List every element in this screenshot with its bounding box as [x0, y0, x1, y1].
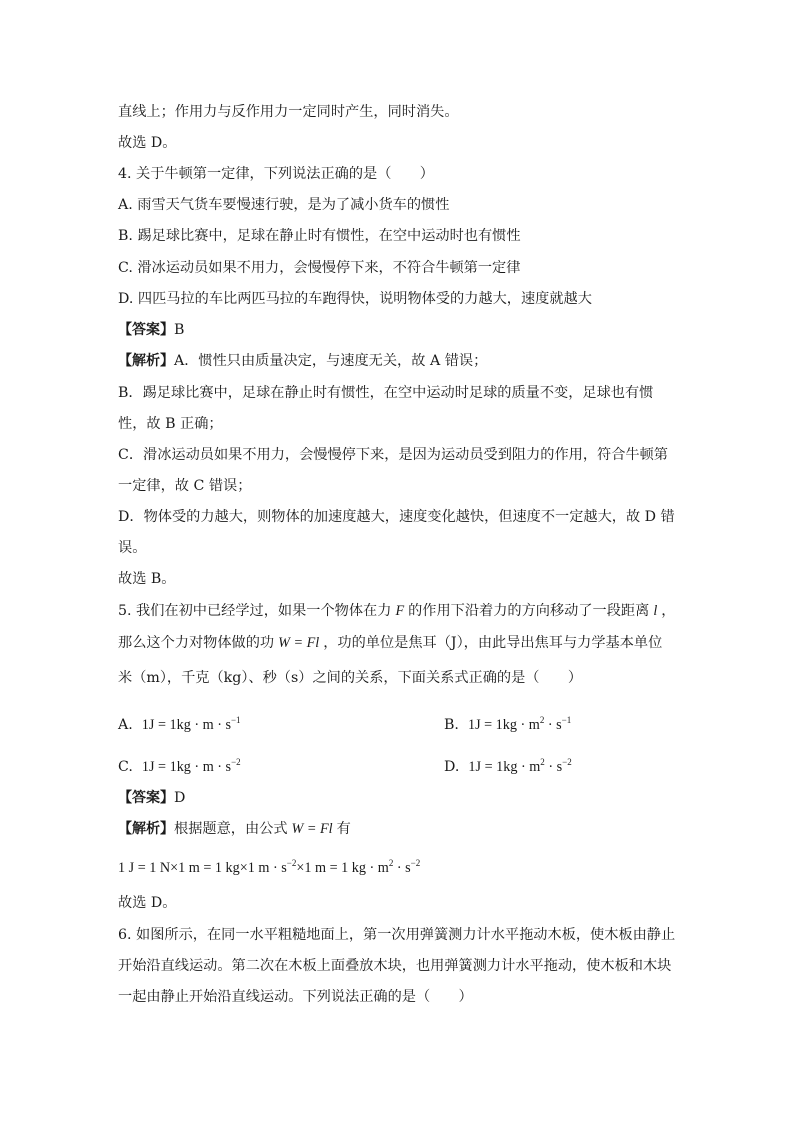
explanation-4-line: B．踢足球比赛中，足球在静止时有惯性，在空中运动时足球的质量不变，足球也有惯 [118, 385, 654, 401]
math-formula: W = Fl [278, 635, 320, 651]
math-formula: W = Fl [291, 821, 333, 837]
text-span: 的作用下沿着力的方向移动了一段距离 [408, 603, 650, 619]
exponent: −2 [410, 858, 421, 868]
exponent: −1 [230, 715, 241, 725]
explanation-5-line [118, 819, 351, 839]
math-symbol: l [653, 603, 658, 619]
explanation-4-line: 误。 [118, 540, 147, 556]
explanation-text: A．惯性只由质量决定，与速度无关，故 A 错误； [174, 353, 488, 369]
question-4-option-a: A. 雨雪天气货车要慢速行驶，是为了减小货车的惯性 [118, 197, 450, 213]
exponent: 2 [388, 858, 394, 868]
explanation-4-line: 性，故 B 正确； [118, 416, 223, 432]
math-symbol: F [395, 603, 405, 619]
option-formula: 1J = 1kg · m [467, 717, 540, 733]
question-5-stem [118, 633, 662, 653]
explanation-4-line: C．滑冰运动员如果不用力，会慢慢停下来，是因为运动员受到阻力的作用，符合牛顿第 [118, 447, 668, 463]
option-label: B. [444, 717, 459, 733]
explanation-tag: 【解析】 [118, 821, 174, 837]
equation-part: · s [393, 860, 411, 876]
question-5-option-a [118, 710, 241, 735]
question-6-stem: 开始沿直线运动。第二次在木板上面叠放木块，也用弹簧测力计水平拖动，使木板和木块 [118, 958, 672, 974]
question-6-stem: 一起由静止开始沿直线运动。下列说法正确的是（ ） [118, 989, 473, 1005]
option-label: C. [118, 759, 133, 775]
answer-value: B [174, 322, 185, 338]
explanation-5-equation [118, 853, 420, 878]
text-line: 直线上；作用力与反作用力一定同时产生，同时消失。 [118, 104, 459, 120]
answer-5 [118, 788, 185, 808]
answer-value: D [174, 790, 186, 806]
explanation-4-line [118, 351, 487, 371]
text-span: 那么这个力对物体做的功 [118, 635, 275, 651]
explanation-tag: 【解析】 [118, 353, 174, 369]
text-span: 5. 我们在初中已经学过，如果一个物体在力 [118, 603, 392, 619]
text-line: 故选 D。 [118, 135, 177, 151]
answer-4 [118, 320, 184, 340]
answer-tag: 【答案】 [118, 790, 174, 806]
question-4-option-d: D. 四匹马拉的车比两匹马拉的车跑得快，说明物体受的力越大，速度就越大 [118, 291, 592, 307]
exponent: −2 [231, 757, 241, 767]
text-span: 有 [336, 821, 351, 837]
question-4-stem: 4. 关于牛顿第一定律，下列说法正确的是（ ） [118, 166, 434, 182]
explanation-4-line: 一定律，故 C 错误； [118, 478, 252, 494]
selection-5: 故选 D。 [118, 895, 177, 911]
question-5-option-d [444, 752, 572, 777]
exponent: −2 [562, 757, 572, 767]
option-formula: · s [544, 759, 563, 775]
answer-tag: 【答案】 [118, 322, 174, 338]
option-formula: · s [544, 717, 562, 733]
option-label: A. [118, 717, 133, 733]
option-formula: 1J = 1kg · m · s [141, 717, 231, 733]
equation-part: ×1 m = 1 kg · m [296, 860, 389, 876]
question-5-stem [118, 601, 675, 621]
text-span: 根据题意，由公式 [174, 821, 288, 837]
question-5-option-c [118, 752, 241, 777]
text-span: ，功的单位是焦耳（J），由此导出焦耳与力学基本单位 [323, 635, 663, 651]
exponent: 2 [540, 757, 545, 767]
question-5-option-b [444, 710, 571, 735]
text-span: ， [661, 603, 676, 619]
question-4-option-b: B. 踢足球比赛中，足球在静止时有惯性，在空中运动时也有惯性 [118, 228, 521, 244]
option-formula: 1J = 1kg · m [468, 759, 541, 775]
explanation-4-line: D．物体受的力越大，则物体的加速度越大，速度变化越快，但速度不一定越大，故 D 错 [118, 509, 675, 525]
option-label: D. [444, 759, 460, 775]
selection-4: 故选 B。 [118, 571, 176, 587]
question-5-stem: 米（m），千克（kg）、秒（s）之间的关系，下面关系式正确的是（ ） [118, 670, 583, 686]
equation-part: 1 J = 1 N×1 m = 1 kg×1 m · s [118, 860, 287, 876]
exponent: −1 [561, 715, 572, 725]
exponent: −2 [286, 858, 297, 868]
question-4-option-c: C. 滑冰运动员如果不用力，会慢慢停下来，不符合牛顿第一定律 [118, 260, 521, 276]
exponent: 2 [539, 715, 545, 725]
option-formula: 1J = 1kg · m · s [141, 759, 232, 775]
question-6-stem: 6. 如图所示，在同一水平粗糙地面上，第一次用弹簧测力计水平拖动木板，使木板由静止 [118, 927, 676, 943]
